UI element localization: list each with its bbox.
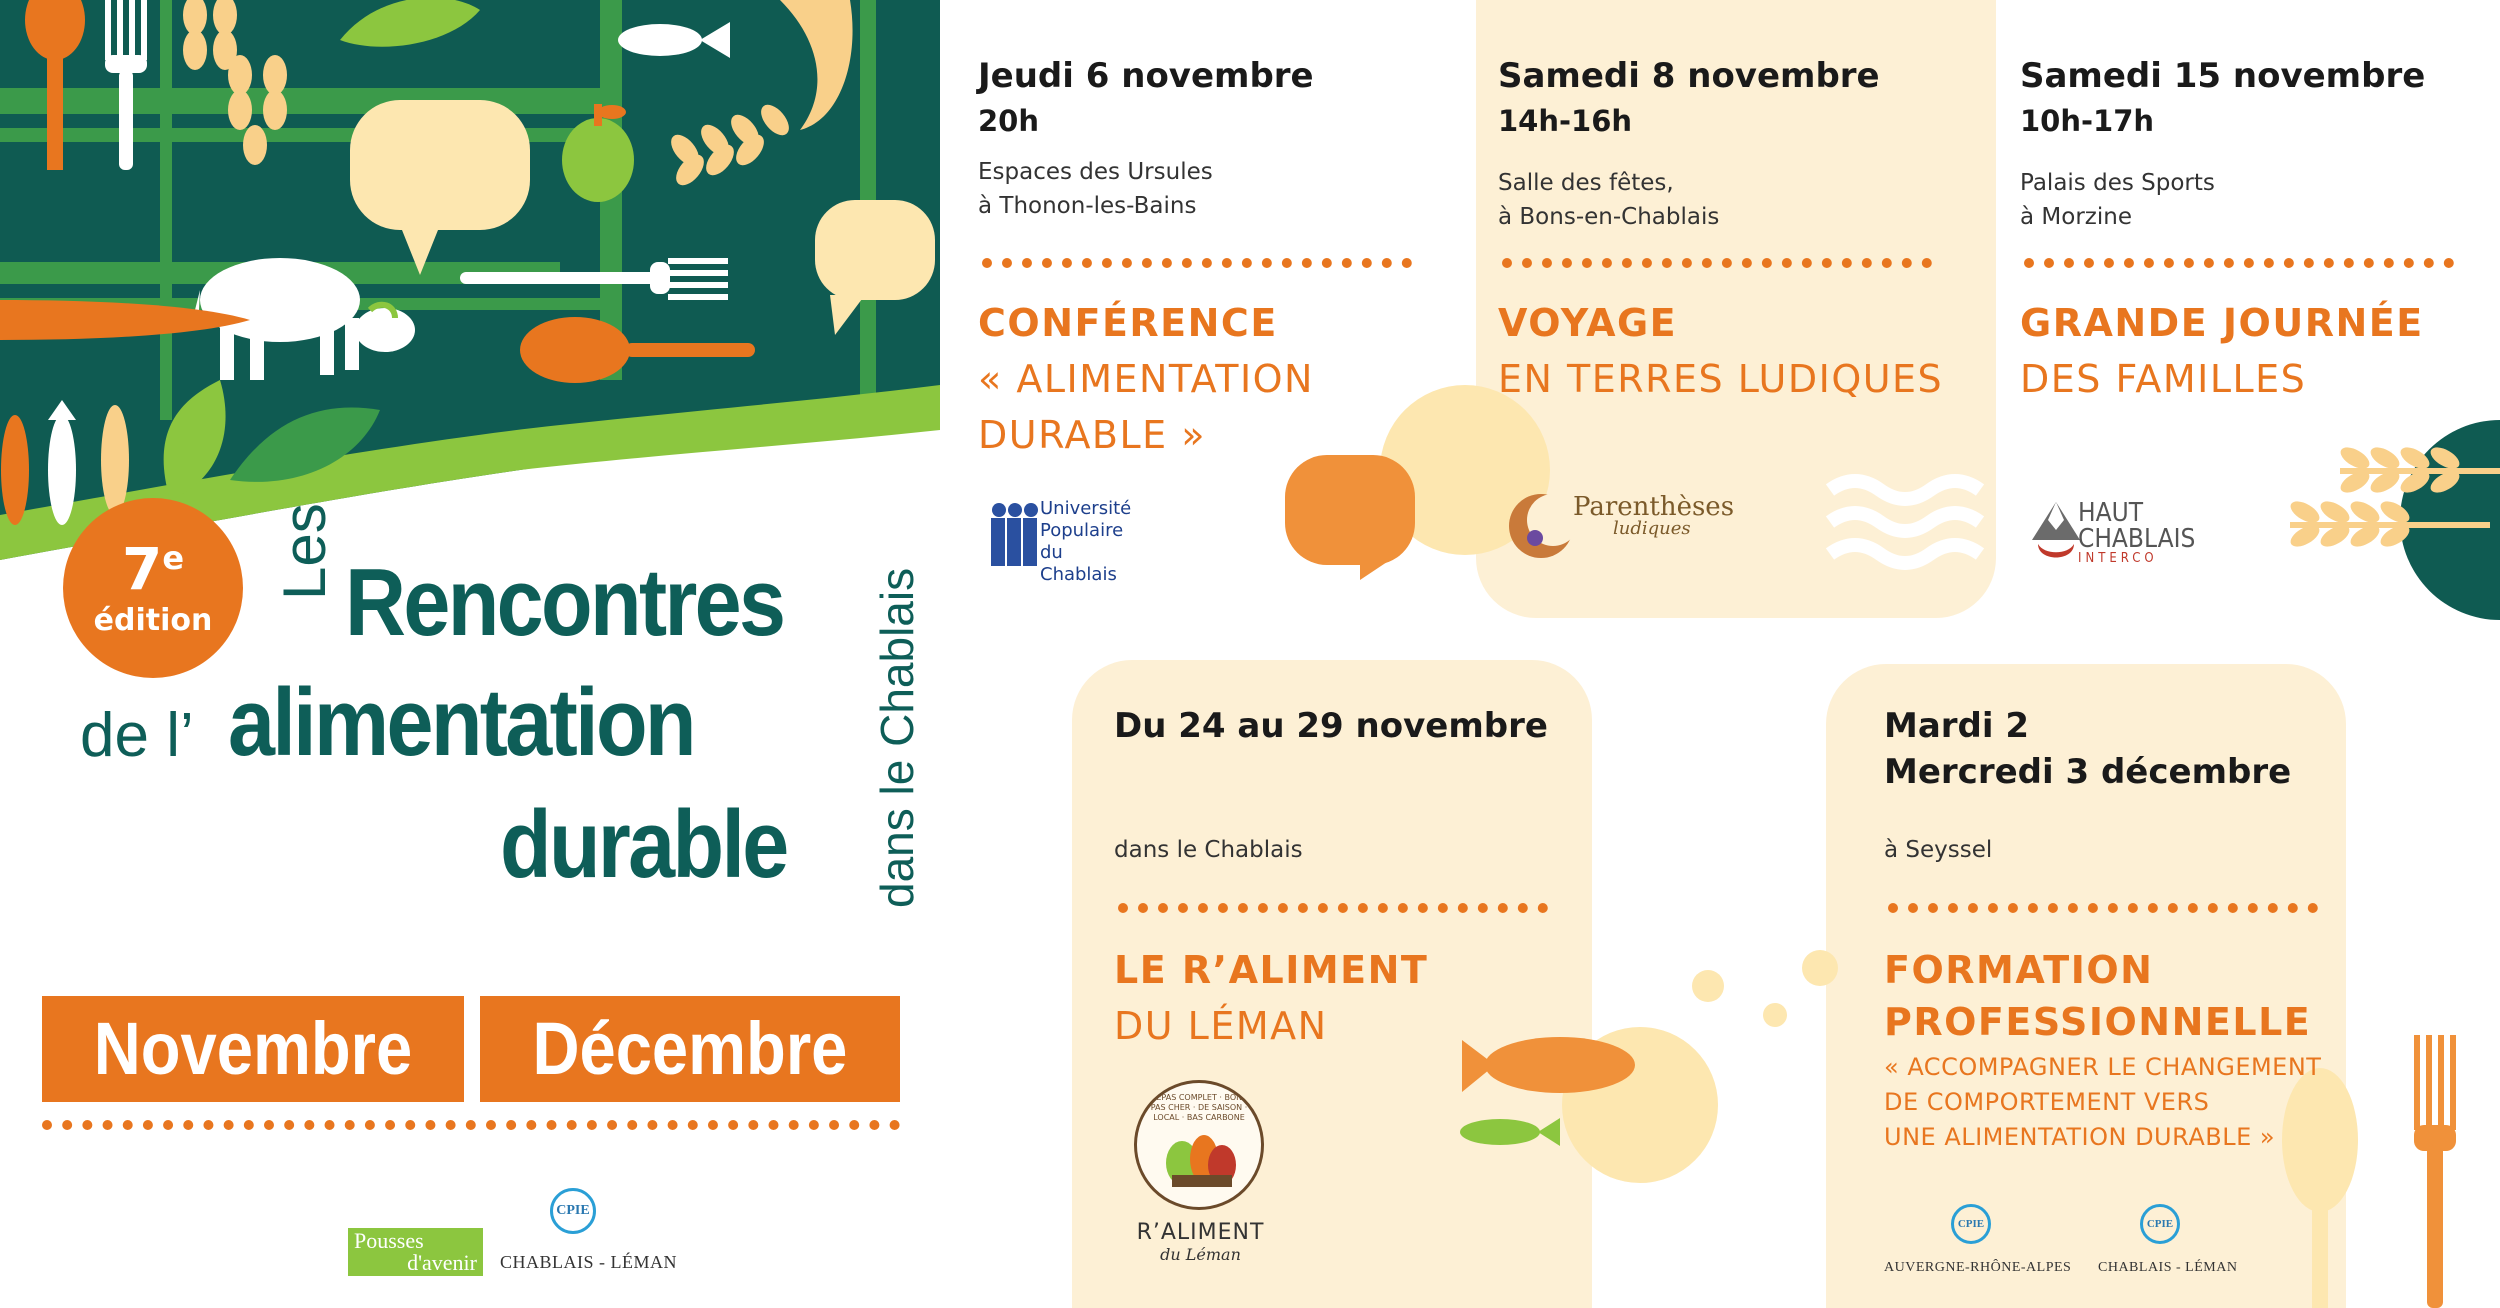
month-novembre [42,996,464,1102]
cpie-aura-logo [1951,1204,1991,1244]
event4-place-line1: dans le Chablais [1114,837,1303,863]
raliment-line1: R’ALIMENT [1136,1220,1265,1245]
fork-icon [2414,1035,2456,1308]
event5-subtitle [1884,1050,2321,1155]
moon-icon [1505,490,1577,562]
event5-title-line1: FORMATION [1884,948,2154,992]
cpie-chablais-text: CHABLAIS - LÉMAN [500,1252,677,1272]
pousses-avenir-logo [348,1228,483,1276]
event5-title [1884,942,2311,1050]
event5-place [1884,833,1992,867]
cpie-chablais-text-right: CHABLAIS - LÉMAN [2098,1260,2238,1275]
event2-title-line1: VOYAGE [1498,301,1678,345]
speech-bubble-icon [1285,455,1415,580]
event1-title [978,295,1314,463]
event3-place-line2: à Morzine [2020,204,2132,230]
event3-title [2020,295,2424,407]
pl-logo-line2: ludiques [1613,518,1691,539]
month-decembre-label: Décembre [532,1007,848,1090]
event1-place [978,155,1213,223]
edition-badge [63,498,243,678]
seal-text: REPAS COMPLET · BON · PAS CHER · DE SAISON · LOCAL · BAS CARBONE [1150,1093,1248,1122]
event5-title-line2: PROFESSIONNELLE [1884,1000,2312,1044]
event1-date: Jeudi 6 novembre [978,56,1314,96]
event2-place [1498,166,1719,234]
event4-divider [1118,903,1548,913]
event3-hour: 10h-17h [2020,104,2155,138]
event2-place-line2: à Bons-en-Chablais [1498,204,1720,230]
title-alimentation: alimentation [228,669,694,776]
hc-logo-line1: HAUT [2078,498,2143,528]
pousses-line1: Pousses [354,1228,424,1253]
dotted-divider [42,1120,900,1130]
vegetables-icon [1162,1123,1242,1193]
event5-divider [1888,903,2318,913]
haut-chablais-logo [2028,496,2228,576]
edition-suffix: e [162,539,185,577]
people-icon [985,500,1045,570]
edition-word: édition [93,603,213,639]
title-side: dans le Chablais [871,567,923,908]
fish-icon [1460,1118,1560,1146]
event5-place-line1: à Seyssel [1884,837,1993,863]
cpie-chablais-logo [2140,1204,2180,1244]
event3-place [2020,166,2215,234]
up-logo-line1: Université [1040,498,1132,519]
event3-date: Samedi 15 novembre [2020,56,2426,96]
cpie-aura-mark: CPIE [1957,1218,1985,1230]
raliment-line2: du Léman [1160,1245,1241,1264]
event5-subtitle-line1: « ACCOMPAGNER LE CHANGEMENT [1884,1053,2322,1081]
event1-divider [982,258,1412,268]
event5-subtitle-line3: UNE ALIMENTATION DURABLE » [1884,1123,2276,1151]
event1-place-line1: Espaces des Ursules [978,159,1213,185]
event4-title-line1: LE R’ALIMENT [1114,948,1429,992]
universite-populaire-logo [985,498,1145,585]
month-novembre-label: Novembre [93,1007,413,1090]
event2-hour: 14h-16h [1498,104,1633,138]
event5-date [1884,706,2291,792]
hc-logo-line3: INTERCO [2078,551,2158,566]
raliment-seal [1134,1080,1264,1210]
title-rencontres: Rencontres [345,549,784,656]
title-de: de l’ [80,701,194,770]
edition-number: 7 [121,535,163,604]
event2-divider [1502,258,1932,268]
event3-title-line2: DES FAMILLES [2020,357,2307,401]
event5-subtitle-line2: DE COMPORTEMENT VERS [1884,1088,2210,1116]
event5-date-line1: Mardi 2 [1884,706,2030,746]
event1-title-line3: DURABLE » [978,413,1207,457]
title-les: Les [271,503,338,600]
event1-hour: 20h [978,104,1040,138]
event4-date: Du 24 au 29 novembre [1114,706,1548,746]
event2-title-line2: EN TERRES LUDIQUES [1498,357,1944,401]
parentheses-ludiques-logo [1505,490,1735,562]
event2-title [1498,295,1943,407]
fish-icon [1462,1037,1635,1093]
event3-divider [2024,258,2454,268]
event1-title-line1: CONFÉRENCE [978,301,1278,345]
event1-place-line2: à Thonon-les-Bains [978,193,1197,219]
month-decembre [480,996,900,1102]
food-illustration [0,0,940,560]
pousses-line2: d'avenir [407,1250,477,1275]
event3-place-line1: Palais des Sports [2020,170,2215,196]
event4-place [1114,833,1303,867]
mountain-icon [2028,500,2083,570]
event2-date: Samedi 8 novembre [1498,56,1880,96]
cpie-mark: CPIE [556,1203,590,1218]
event4-title [1114,942,1428,1054]
event2-place-line1: Salle des fêtes, [1498,170,1674,196]
pl-logo-line1: Parenthèses [1573,492,1735,522]
up-logo-line3: du Chablais [1040,542,1117,585]
raliment-logo-text [1128,1220,1273,1264]
event3-title-line1: GRANDE JOURNÉE [2020,301,2424,345]
title-durable: durable [500,791,787,898]
cpie-chablais-mark: CPIE [2146,1218,2174,1230]
waves-icon [1830,481,1980,563]
event4-title-line2: DU LÉMAN [1114,1004,1328,1048]
event5-date-line2: Mercredi 3 décembre [1884,752,2292,792]
cpie-aura-text: AUVERGNE-RHÔNE-ALPES [1884,1260,2072,1275]
up-logo-line2: Populaire [1040,520,1124,541]
hc-logo-line2: CHABLAIS [2078,524,2196,554]
event1-title-line2: « ALIMENTATION [978,357,1314,401]
cpie-logo [550,1188,596,1234]
